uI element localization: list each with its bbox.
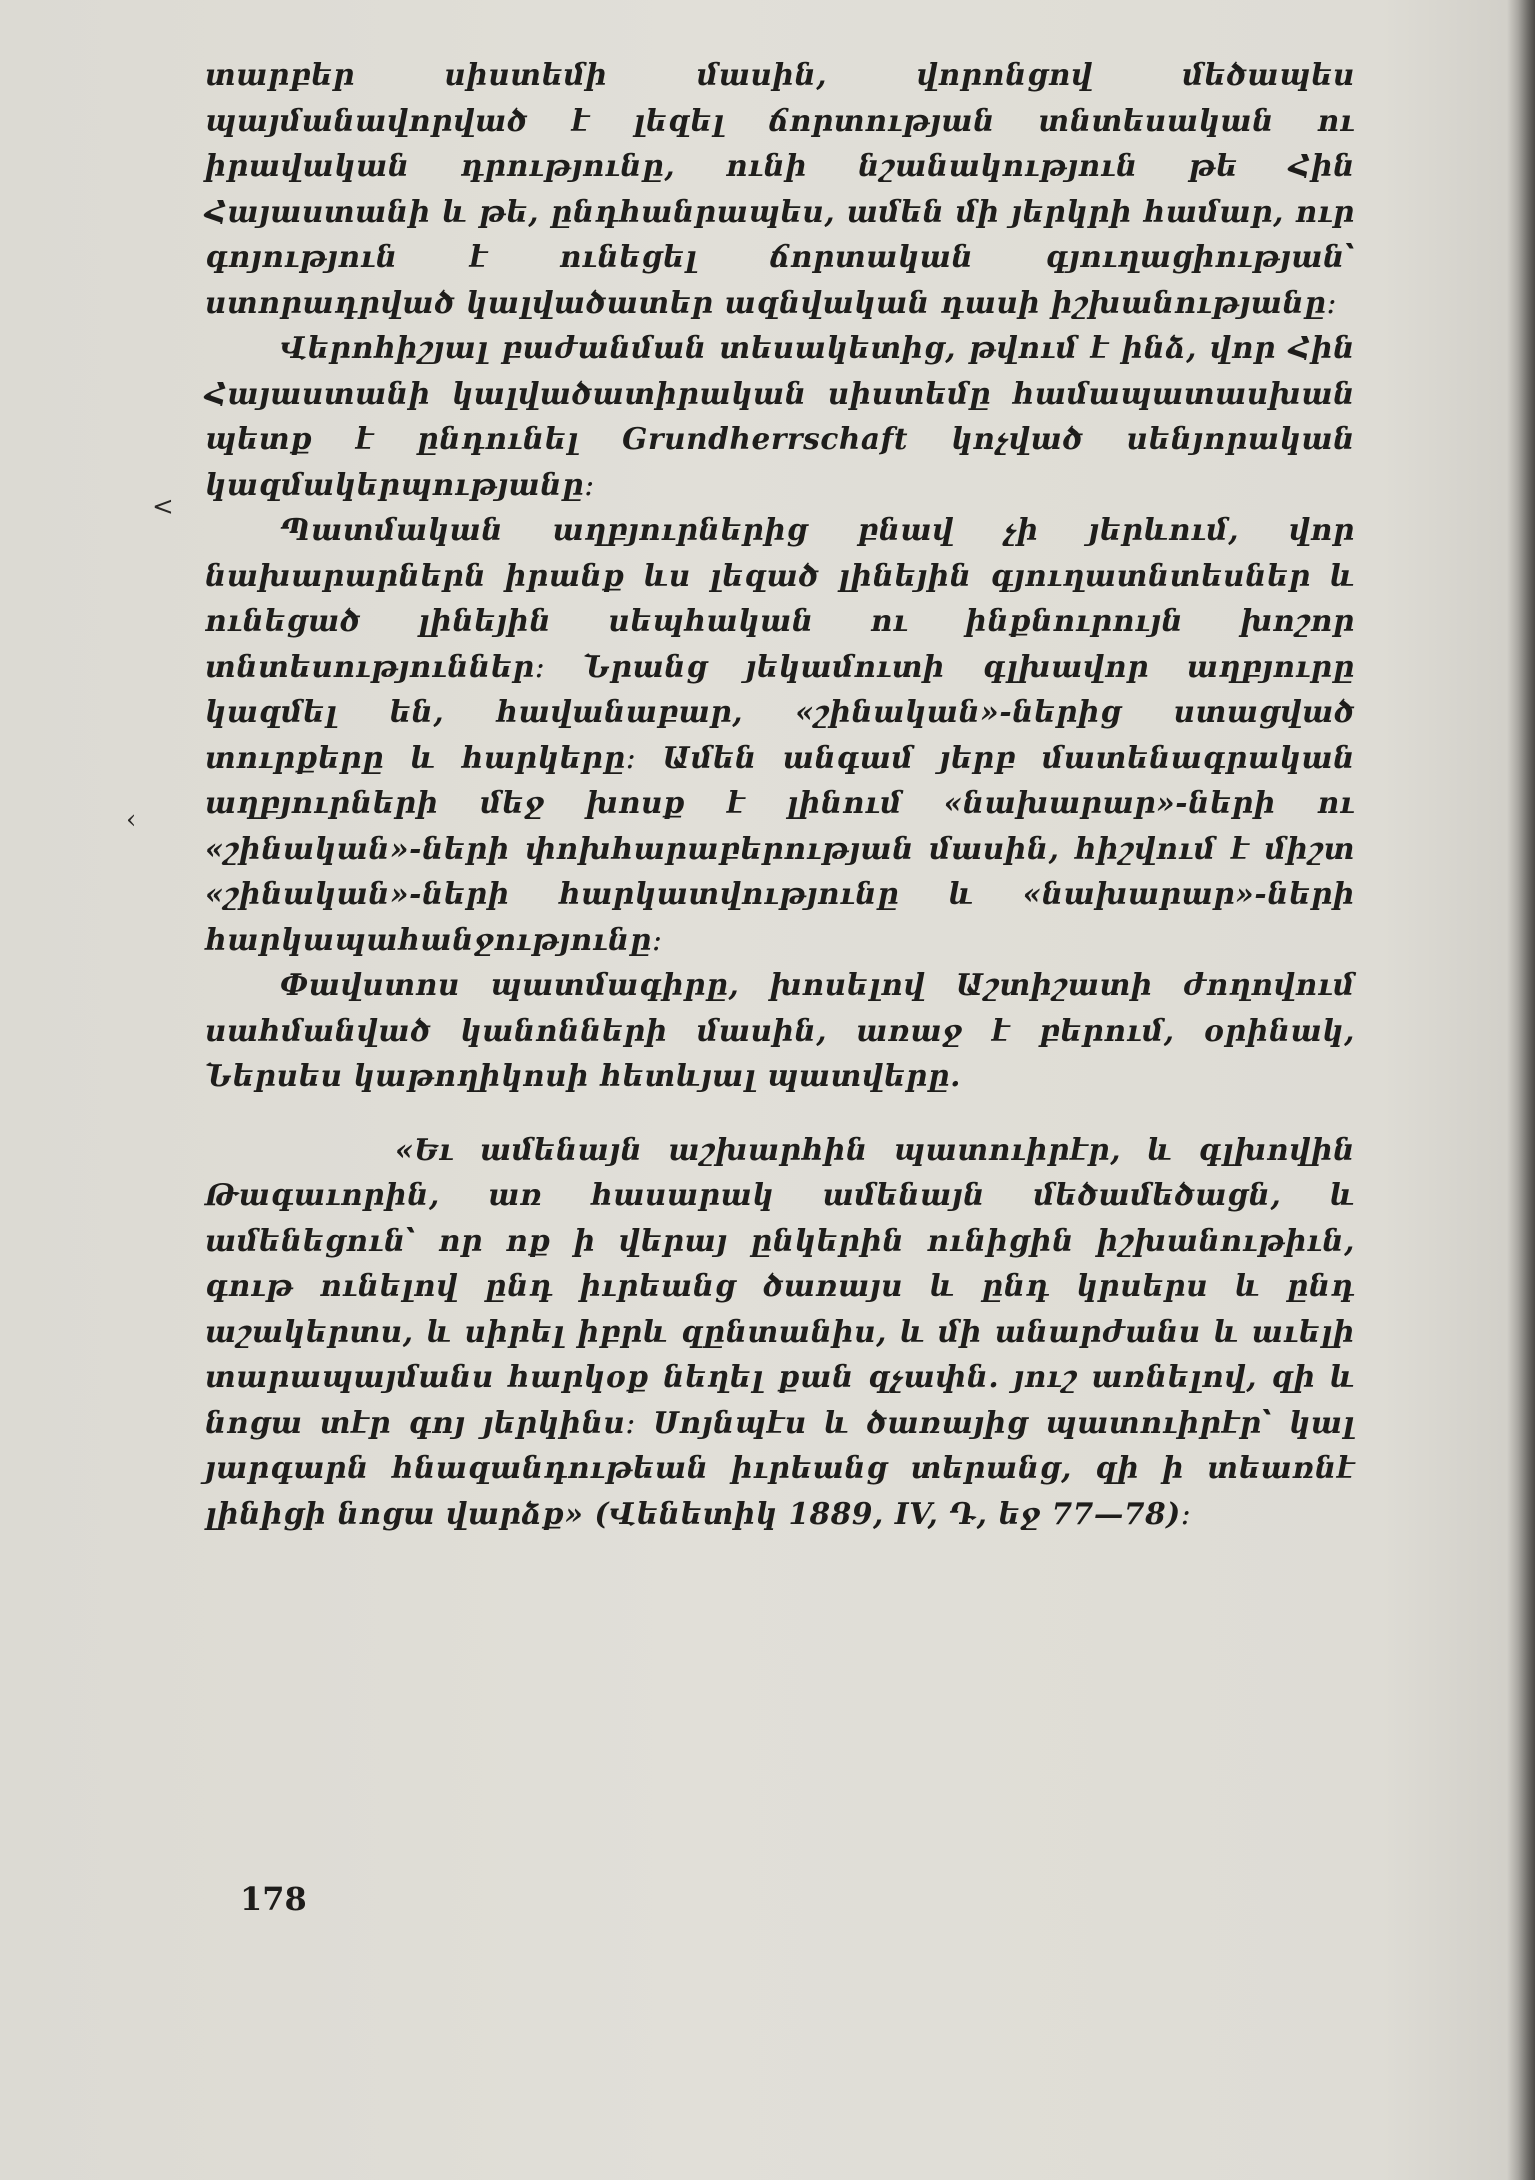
book-spine-shadow [1507,0,1535,2180]
paragraph: Փավստոս պատմագիրը, խոսելով Աշտիշատի ժողովում սահմանված կանոնների մասին, առաջ է բերում, օրինակ, Ներսես կաթողիկոսի հետևյալ պատվերը. [205,967,1355,1093]
body-text [205,52,1355,1536]
paragraph: Պատմական աղբյուրներից բնավ չի յերևում, վոր նախարարներն իրանք ևս լեզած լինեյին գյուղատնտեսներ և ունեցած լինեյին սեպհական ու ինքնուրույն խոշոր տնտեսություններ։ Նրանց յեկամուտի գլխավոր աղբյուրը կազմել են, հավանաբար, «շինական»-ներից ստացված տուրքերը և հարկերը։ Ամեն անգամ յերբ մատենագրական աղբյուրների մեջ խոսք է լինում «նախարար»-ների ու «շինական»-ների փոխհարաբերության մասին, հիշվում է միշտ «շինական»-ների հարկատվությունը և «նախարար»-ների հարկապահանջությունը։ [205,512,1355,957]
page-number: 178 [240,1880,307,1918]
paragraph: Վերոհիշյալ բաժանման տեսակետից, թվում է ինձ, վոր Հին Հայաստանի կալվածատիրական սիստեմը համապատասխան պետք է ընդունել Grundherrschaft կոչված սենյորական կազմակերպությանը։ [205,330,1355,502]
margin-mark: ‹ [126,805,137,835]
block-quote: «Եւ ամենայն աշխարհին պատուիրէր, և գլխովին Թագաւորին, առ հասարակ ամենայն մեծամեծացն, և ամենեցուն՝ որ ոք ի վերայ ընկերին ունիցին իշխանութիւն, գութ ունելով ընդ իւրեանց ծառայս և ընդ կրսերս և ընդ աշակերտս, և սիրել իբրև զընտանիս, և մի անարժանս և աւելի տարապայմանս հարկօք նեղել քան զչափն. յուշ առնելով, զի և նոցա տէր գոյ յերկինս։ Սոյնպէս և ծառայից պատուիրէր՝ կալ յարգարն հնազանդութեան իւրեանց տերանց, զի ի տեառնէ լինիցի նոցա վարձք» (Վենետիկ 1889, IV, Դ, եջ 77—78)։ [205,1131,1355,1531]
margin-mark: < [152,492,174,522]
paragraph: տարբեր սիստեմի մասին, վորոնցով մեծապես պայմանավորված է լեզել ճորտության տնտեսական ու իրավական դրությունը, ունի նշանակություն թե Հին Հայաստանի և թե, ընդհանրապես, ամեն մի յերկրի համար, ուր գոյություն է ունեցել ճորտական գյուղացիության՝ ստորադրված կալվածատեր ազնվական դասի իշխանությանը։ [205,57,1355,320]
